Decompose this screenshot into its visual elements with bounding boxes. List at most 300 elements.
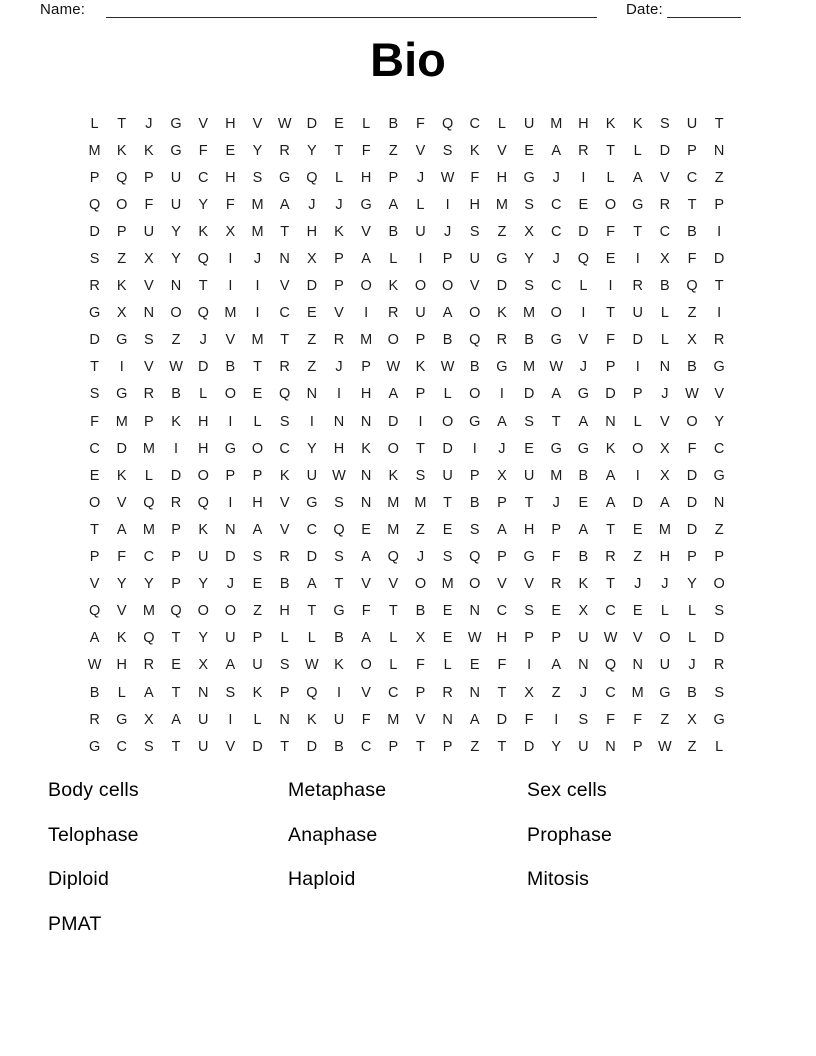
- grid-cell-r19c7: Z: [253, 603, 262, 620]
- grid-cell-r11c8: Q: [279, 386, 291, 403]
- name-blank-line: [106, 0, 597, 18]
- grid-cell-r24c6: V: [225, 738, 236, 755]
- grid-cell-r21c24: R: [713, 657, 725, 674]
- grid-cell-r18c8: B: [279, 576, 290, 593]
- grid-cell-r17c11: A: [361, 549, 371, 566]
- grid-cell-r16c16: A: [497, 521, 507, 538]
- grid-cell-r10c21: I: [635, 359, 640, 376]
- grid-cell-r10c15: B: [469, 359, 480, 376]
- grid-cell-r7c18: C: [550, 278, 562, 295]
- grid-cell-r2c19: R: [578, 142, 589, 159]
- grid-cell-r21c8: S: [279, 657, 290, 674]
- grid-cell-r5c15: S: [469, 223, 480, 240]
- grid-cell-r17c2: F: [117, 549, 127, 566]
- grid-cell-r13c24: C: [713, 440, 725, 457]
- grid-cell-r8c14: A: [442, 305, 453, 322]
- grid-cell-r15c21: D: [632, 494, 643, 511]
- grid-cell-r13c22: X: [660, 440, 670, 457]
- grid-cell-r24c8: T: [280, 738, 290, 755]
- grid-cell-r20c12: L: [389, 630, 398, 647]
- grid-cell-r10c24: G: [713, 359, 725, 376]
- grid-cell-r7c12: K: [388, 278, 399, 295]
- grid-cell-r8c17: M: [523, 305, 536, 322]
- grid-cell-r18c11: V: [361, 576, 371, 593]
- grid-cell-r11c11: H: [360, 386, 372, 403]
- grid-cell-r14c17: U: [523, 467, 535, 484]
- grid-cell-r23c9: K: [306, 711, 317, 728]
- grid-cell-r17c10: S: [334, 549, 344, 566]
- grid-cell-r22c12: C: [388, 684, 399, 701]
- grid-cell-r19c6: O: [224, 603, 236, 620]
- grid-cell-r11c18: A: [551, 386, 562, 403]
- grid-cell-r20c7: P: [252, 630, 263, 647]
- grid-cell-r4c18: C: [550, 196, 562, 213]
- grid-cell-r2c8: R: [279, 142, 290, 159]
- grid-cell-r10c9: Z: [307, 359, 317, 376]
- grid-cell-r18c15: O: [469, 576, 481, 593]
- grid-cell-r21c23: J: [688, 657, 696, 674]
- grid-cell-r11c12: A: [388, 386, 399, 403]
- grid-cell-r12c15: G: [469, 413, 481, 430]
- grid-cell-r9c13: P: [415, 332, 426, 349]
- grid-cell-r18c16: V: [497, 576, 507, 593]
- grid-cell-r8c19: I: [581, 305, 586, 322]
- grid-cell-r19c12: T: [388, 603, 398, 620]
- grid-cell-r20c18: P: [551, 630, 562, 647]
- grid-cell-r20c2: K: [116, 630, 127, 647]
- grid-cell-r11c7: E: [252, 386, 263, 403]
- grid-cell-r4c3: F: [144, 196, 154, 213]
- grid-cell-r4c7: M: [251, 196, 264, 213]
- grid-cell-r16c9: C: [306, 521, 318, 538]
- grid-cell-r11c24: V: [714, 386, 724, 403]
- grid-cell-r16c24: Z: [714, 521, 724, 538]
- grid-cell-r6c11: A: [361, 251, 371, 268]
- grid-cell-r16c14: E: [442, 521, 453, 538]
- grid-cell-r1c16: L: [497, 115, 506, 132]
- word-list-item-3: Sex cells: [527, 779, 607, 801]
- grid-cell-r12c16: A: [497, 413, 507, 430]
- grid-cell-r12c13: I: [418, 413, 423, 430]
- grid-cell-r5c23: B: [687, 223, 697, 240]
- grid-cell-r23c6: I: [228, 711, 233, 728]
- grid-cell-r11c2: G: [116, 386, 128, 403]
- grid-cell-r5c4: Y: [171, 223, 181, 240]
- grid-cell-r21c14: L: [443, 657, 452, 674]
- grid-cell-r8c22: L: [660, 305, 669, 322]
- grid-cell-r14c21: I: [635, 467, 640, 484]
- grid-cell-r17c3: C: [143, 549, 155, 566]
- word-search-grid: [81, 110, 733, 760]
- grid-cell-r15c12: M: [387, 494, 400, 511]
- grid-cell-r18c21: J: [634, 576, 642, 593]
- grid-cell-r9c19: V: [578, 332, 589, 349]
- grid-cell-r11c23: W: [685, 386, 699, 403]
- grid-cell-r21c15: E: [469, 657, 480, 674]
- grid-cell-r4c14: I: [445, 196, 450, 213]
- grid-cell-r15c9: G: [306, 494, 318, 511]
- grid-cell-r23c15: A: [469, 711, 480, 728]
- grid-cell-r9c18: G: [550, 332, 562, 349]
- grid-cell-r16c6: N: [225, 521, 236, 538]
- grid-cell-r23c19: S: [578, 711, 589, 728]
- grid-cell-r8c18: O: [550, 305, 562, 322]
- grid-cell-r9c10: R: [333, 332, 345, 349]
- grid-cell-r14c6: P: [225, 467, 236, 484]
- grid-cell-r16c19: A: [578, 521, 589, 538]
- grid-cell-r15c20: A: [605, 494, 616, 511]
- grid-cell-r8c2: X: [116, 305, 127, 322]
- grid-cell-r22c22: G: [659, 684, 671, 701]
- grid-cell-r2c9: Y: [306, 142, 317, 159]
- grid-cell-r9c3: S: [144, 332, 154, 349]
- grid-cell-r18c23: Y: [687, 576, 697, 593]
- grid-cell-r11c20: D: [605, 386, 616, 403]
- grid-cell-r6c4: Y: [171, 251, 181, 268]
- grid-cell-r24c3: S: [144, 738, 154, 755]
- grid-cell-r5c19: D: [578, 223, 589, 240]
- grid-cell-r12c20: N: [605, 413, 616, 430]
- grid-cell-r24c12: P: [388, 738, 399, 755]
- grid-cell-r3c17: G: [523, 169, 535, 186]
- grid-cell-r17c13: J: [416, 549, 425, 566]
- grid-cell-r13c9: Y: [306, 440, 317, 457]
- grid-cell-r16c15: S: [469, 521, 480, 538]
- grid-cell-r10c1: T: [90, 359, 99, 376]
- grid-cell-r13c7: O: [251, 440, 264, 457]
- grid-cell-r5c16: Z: [497, 223, 507, 240]
- grid-cell-r22c16: T: [497, 684, 507, 701]
- grid-cell-r18c13: O: [414, 576, 427, 593]
- grid-cell-r9c12: O: [387, 332, 399, 349]
- grid-cell-r22c18: Z: [551, 684, 561, 701]
- grid-cell-r1c11: L: [362, 115, 371, 132]
- grid-cell-r15c7: H: [252, 494, 263, 511]
- grid-cell-r8c16: K: [497, 305, 507, 322]
- grid-cell-r3c6: H: [225, 169, 236, 186]
- grid-cell-r9c2: G: [116, 332, 128, 349]
- grid-cell-r14c23: D: [686, 467, 698, 484]
- grid-cell-r21c10: K: [334, 657, 344, 674]
- grid-cell-r13c11: K: [361, 440, 371, 457]
- grid-cell-r14c16: X: [497, 467, 507, 484]
- grid-cell-r9c21: D: [632, 332, 643, 349]
- grid-cell-r1c5: V: [198, 115, 209, 132]
- grid-cell-r13c13: T: [416, 440, 425, 457]
- grid-cell-r7c19: L: [579, 278, 588, 295]
- grid-cell-r3c24: Z: [714, 169, 724, 186]
- grid-cell-r22c15: N: [469, 684, 480, 701]
- grid-cell-r19c3: M: [142, 603, 155, 620]
- grid-cell-r24c18: Y: [551, 738, 562, 755]
- grid-cell-r13c4: I: [174, 440, 179, 457]
- grid-cell-r12c1: F: [90, 413, 99, 430]
- grid-cell-r3c20: L: [606, 169, 615, 186]
- grid-cell-r3c14: W: [440, 169, 455, 186]
- grid-cell-r2c7: Y: [252, 142, 263, 159]
- grid-cell-r3c12: P: [388, 169, 399, 186]
- grid-cell-r18c9: A: [306, 576, 317, 593]
- grid-cell-r19c13: B: [415, 603, 426, 620]
- grid-cell-r14c8: K: [279, 467, 290, 484]
- grid-cell-r2c16: V: [497, 142, 507, 159]
- grid-cell-r2c14: S: [442, 142, 453, 159]
- grid-cell-r3c7: S: [252, 169, 263, 186]
- name-label: Name:: [40, 1, 86, 18]
- grid-cell-r24c22: W: [658, 738, 672, 755]
- grid-cell-r24c17: D: [523, 738, 535, 755]
- grid-cell-r12c5: H: [197, 413, 209, 430]
- grid-cell-r5c12: B: [388, 223, 399, 240]
- grid-cell-r24c5: U: [197, 738, 209, 755]
- grid-cell-r7c7: I: [255, 278, 260, 295]
- grid-cell-r14c11: N: [360, 467, 372, 484]
- grid-cell-r9c6: V: [225, 332, 236, 349]
- grid-cell-r4c15: H: [469, 196, 480, 213]
- grid-cell-r1c18: M: [550, 115, 563, 132]
- grid-cell-r14c4: D: [170, 467, 182, 484]
- grid-cell-r5c21: T: [633, 223, 643, 240]
- grid-cell-r3c22: V: [660, 169, 670, 186]
- grid-cell-r6c15: U: [469, 251, 480, 268]
- grid-cell-r22c3: A: [144, 684, 154, 701]
- grid-cell-r20c1: A: [89, 630, 100, 647]
- grid-cell-r7c16: D: [496, 278, 508, 295]
- grid-cell-r10c13: K: [415, 359, 426, 376]
- grid-cell-r5c1: D: [89, 223, 100, 240]
- grid-cell-r9c9: Z: [307, 332, 317, 349]
- grid-cell-r14c5: O: [197, 467, 209, 484]
- grid-cell-r7c21: R: [632, 278, 643, 295]
- grid-cell-r23c20: F: [606, 711, 615, 728]
- grid-cell-r1c24: T: [714, 115, 724, 132]
- grid-cell-r7c8: V: [279, 278, 290, 295]
- grid-cell-r15c23: D: [686, 494, 698, 511]
- grid-cell-r17c15: Q: [469, 549, 481, 566]
- grid-cell-r15c24: N: [713, 494, 725, 511]
- grid-cell-r7c2: K: [116, 278, 127, 295]
- grid-cell-r9c22: L: [660, 332, 669, 349]
- grid-cell-r16c11: E: [361, 521, 371, 538]
- word-list-item-7: Diploid: [48, 868, 110, 891]
- grid-cell-r4c2: O: [116, 196, 128, 213]
- grid-cell-r2c1: M: [88, 142, 101, 159]
- grid-cell-r1c20: K: [605, 115, 616, 132]
- grid-cell-r19c23: L: [687, 603, 697, 620]
- grid-cell-r10c17: M: [523, 359, 536, 376]
- grid-cell-r21c3: R: [143, 657, 155, 674]
- page-title: Bio: [370, 33, 446, 86]
- grid-cell-r10c8: R: [279, 359, 290, 376]
- grid-cell-r13c1: C: [89, 440, 100, 457]
- grid-cell-r19c16: C: [496, 603, 508, 620]
- grid-cell-r21c21: N: [632, 657, 643, 674]
- grid-cell-r7c17: S: [524, 278, 534, 295]
- grid-cell-r23c8: N: [279, 711, 290, 728]
- grid-cell-r17c18: F: [551, 549, 561, 566]
- grid-cell-r3c2: Q: [116, 169, 128, 186]
- grid-cell-r13c10: H: [333, 440, 345, 457]
- grid-cell-r17c7: S: [252, 549, 263, 566]
- grid-cell-r13c16: J: [498, 440, 506, 457]
- grid-cell-r24c16: T: [497, 738, 507, 755]
- grid-cell-r2c17: E: [524, 142, 534, 159]
- grid-cell-r22c17: X: [524, 684, 534, 701]
- grid-cell-r11c10: I: [336, 386, 341, 403]
- grid-cell-r17c21: Z: [633, 549, 643, 566]
- grid-cell-r11c22: J: [661, 386, 669, 403]
- grid-cell-r15c4: R: [170, 494, 182, 511]
- grid-cell-r21c2: H: [116, 657, 127, 674]
- grid-cell-r21c18: A: [551, 657, 562, 674]
- grid-cell-r16c18: P: [551, 521, 562, 538]
- grid-cell-r3c13: J: [416, 169, 425, 186]
- grid-cell-r9c14: B: [442, 332, 453, 349]
- grid-cell-r2c6: E: [225, 142, 236, 159]
- grid-cell-r6c8: N: [279, 251, 290, 268]
- grid-cell-r12c10: N: [333, 413, 345, 430]
- grid-cell-r2c5: F: [198, 142, 208, 159]
- grid-cell-r10c23: B: [687, 359, 697, 376]
- grid-cell-r3c16: H: [496, 169, 508, 186]
- grid-cell-r22c1: B: [89, 684, 100, 701]
- grid-cell-r13c14: D: [442, 440, 453, 457]
- grid-cell-r3c8: G: [279, 169, 291, 186]
- grid-cell-r3c1: P: [89, 169, 100, 186]
- grid-cell-r21c19: N: [578, 657, 589, 674]
- grid-cell-r20c21: V: [632, 630, 643, 647]
- grid-cell-r2c24: N: [713, 142, 725, 159]
- grid-cell-r4c13: L: [416, 196, 425, 213]
- grid-cell-r21c17: I: [527, 657, 532, 674]
- grid-cell-r20c4: T: [171, 630, 181, 647]
- grid-cell-r9c7: M: [251, 332, 264, 349]
- grid-cell-r8c7: I: [255, 305, 260, 322]
- grid-cell-r24c19: U: [578, 738, 589, 755]
- date-blank-line: [667, 0, 741, 18]
- grid-cell-r2c12: Z: [388, 142, 398, 159]
- grid-cell-r4c22: R: [659, 196, 671, 213]
- grid-cell-r16c22: M: [658, 521, 671, 538]
- grid-cell-r8c9: E: [306, 305, 317, 322]
- grid-cell-r17c24: P: [714, 549, 724, 566]
- grid-cell-r4c10: J: [335, 196, 343, 213]
- grid-cell-r1c10: E: [334, 115, 344, 132]
- word-list-item-10: PMAT: [48, 912, 102, 935]
- word-list-item-5: Anaphase: [288, 823, 378, 846]
- grid-cell-r18c4: P: [171, 576, 181, 593]
- grid-cell-r18c1: V: [89, 576, 100, 593]
- grid-cell-r20c13: X: [415, 630, 426, 647]
- grid-cell-r8c24: I: [717, 305, 722, 322]
- grid-cell-r4c19: E: [578, 196, 589, 213]
- grid-cell-r17c19: B: [578, 549, 589, 566]
- grid-cell-r4c8: A: [279, 196, 290, 213]
- grid-cell-r20c6: U: [225, 630, 236, 647]
- grid-cell-r22c24: S: [714, 684, 724, 701]
- grid-cell-r5c6: X: [225, 223, 236, 240]
- grid-cell-r9c24: R: [713, 332, 725, 349]
- grid-cell-r8c11: I: [364, 305, 369, 322]
- grid-cell-r23c14: N: [442, 711, 453, 728]
- grid-cell-r22c5: N: [197, 684, 209, 701]
- grid-cell-r8c1: G: [88, 305, 101, 322]
- grid-cell-r15c17: T: [524, 494, 534, 511]
- grid-cell-r23c18: I: [554, 711, 559, 728]
- grid-cell-r10c6: B: [225, 359, 236, 376]
- grid-cell-r6c19: Q: [577, 251, 590, 268]
- grid-cell-r1c4: G: [170, 115, 182, 132]
- grid-cell-r23c4: A: [171, 711, 181, 728]
- grid-cell-r22c13: P: [415, 684, 426, 701]
- grid-cell-r13c20: K: [605, 440, 616, 457]
- grid-cell-r10c18: W: [549, 359, 564, 376]
- grid-cell-r1c17: U: [523, 115, 535, 132]
- grid-cell-r16c23: D: [686, 521, 698, 538]
- grid-cell-r6c12: L: [389, 251, 398, 268]
- grid-cell-r7c3: V: [144, 278, 154, 295]
- grid-cell-r11c16: I: [499, 386, 504, 403]
- grid-cell-r10c3: V: [144, 359, 154, 376]
- grid-cell-r12c19: A: [578, 413, 589, 430]
- grid-cell-r11c6: O: [224, 386, 236, 403]
- grid-cell-r4c24: P: [714, 196, 724, 213]
- grid-cell-r11c14: L: [443, 386, 452, 403]
- grid-cell-r15c1: O: [88, 494, 101, 511]
- grid-cell-r9c20: F: [606, 332, 615, 349]
- grid-cell-r12c12: D: [388, 413, 399, 430]
- grid-cell-r20c15: W: [467, 630, 482, 647]
- grid-cell-r6c6: I: [228, 251, 233, 268]
- grid-cell-r21c7: U: [252, 657, 263, 674]
- grid-cell-r5c17: X: [524, 223, 534, 240]
- grid-cell-r19c2: V: [116, 603, 127, 620]
- grid-cell-r20c22: O: [659, 630, 671, 647]
- word-list-item-1: Body cells: [48, 779, 139, 801]
- word-list: [48, 779, 787, 957]
- grid-cell-r6c17: Y: [524, 251, 534, 268]
- grid-cell-r2c2: K: [116, 142, 127, 159]
- grid-cell-r4c6: F: [225, 196, 235, 213]
- grid-cell-r9c8: T: [280, 332, 290, 349]
- grid-cell-r20c16: H: [496, 630, 508, 647]
- grid-cell-r1c6: H: [225, 115, 236, 132]
- grid-cell-r16c17: H: [523, 521, 535, 538]
- grid-cell-r21c1: W: [87, 657, 102, 674]
- grid-cell-r12c11: N: [360, 413, 372, 430]
- grid-cell-r1c9: D: [306, 115, 318, 132]
- grid-cell-r9c16: R: [496, 332, 508, 349]
- grid-cell-r17c22: H: [659, 549, 671, 566]
- grid-cell-r7c22: B: [660, 278, 670, 295]
- grid-cell-r15c14: T: [443, 494, 453, 511]
- grid-cell-r24c15: Z: [470, 738, 480, 755]
- grid-cell-r4c5: Y: [198, 196, 209, 213]
- grid-cell-r23c5: U: [197, 711, 209, 728]
- grid-cell-r12c22: V: [660, 413, 670, 430]
- grid-cell-r6c5: Q: [197, 251, 209, 268]
- grid-cell-r2c18: A: [551, 142, 562, 159]
- grid-cell-r9c17: B: [524, 332, 534, 349]
- grid-cell-r13c19: G: [577, 440, 590, 457]
- grid-cell-r18c7: E: [252, 576, 263, 593]
- grid-cell-r22c21: M: [631, 684, 644, 701]
- grid-cell-r11c17: D: [523, 386, 535, 403]
- grid-cell-r22c23: B: [687, 684, 697, 701]
- grid-cell-r8c3: N: [143, 305, 155, 322]
- grid-cell-r15c22: A: [660, 494, 670, 511]
- grid-cell-r18c24: O: [713, 576, 725, 593]
